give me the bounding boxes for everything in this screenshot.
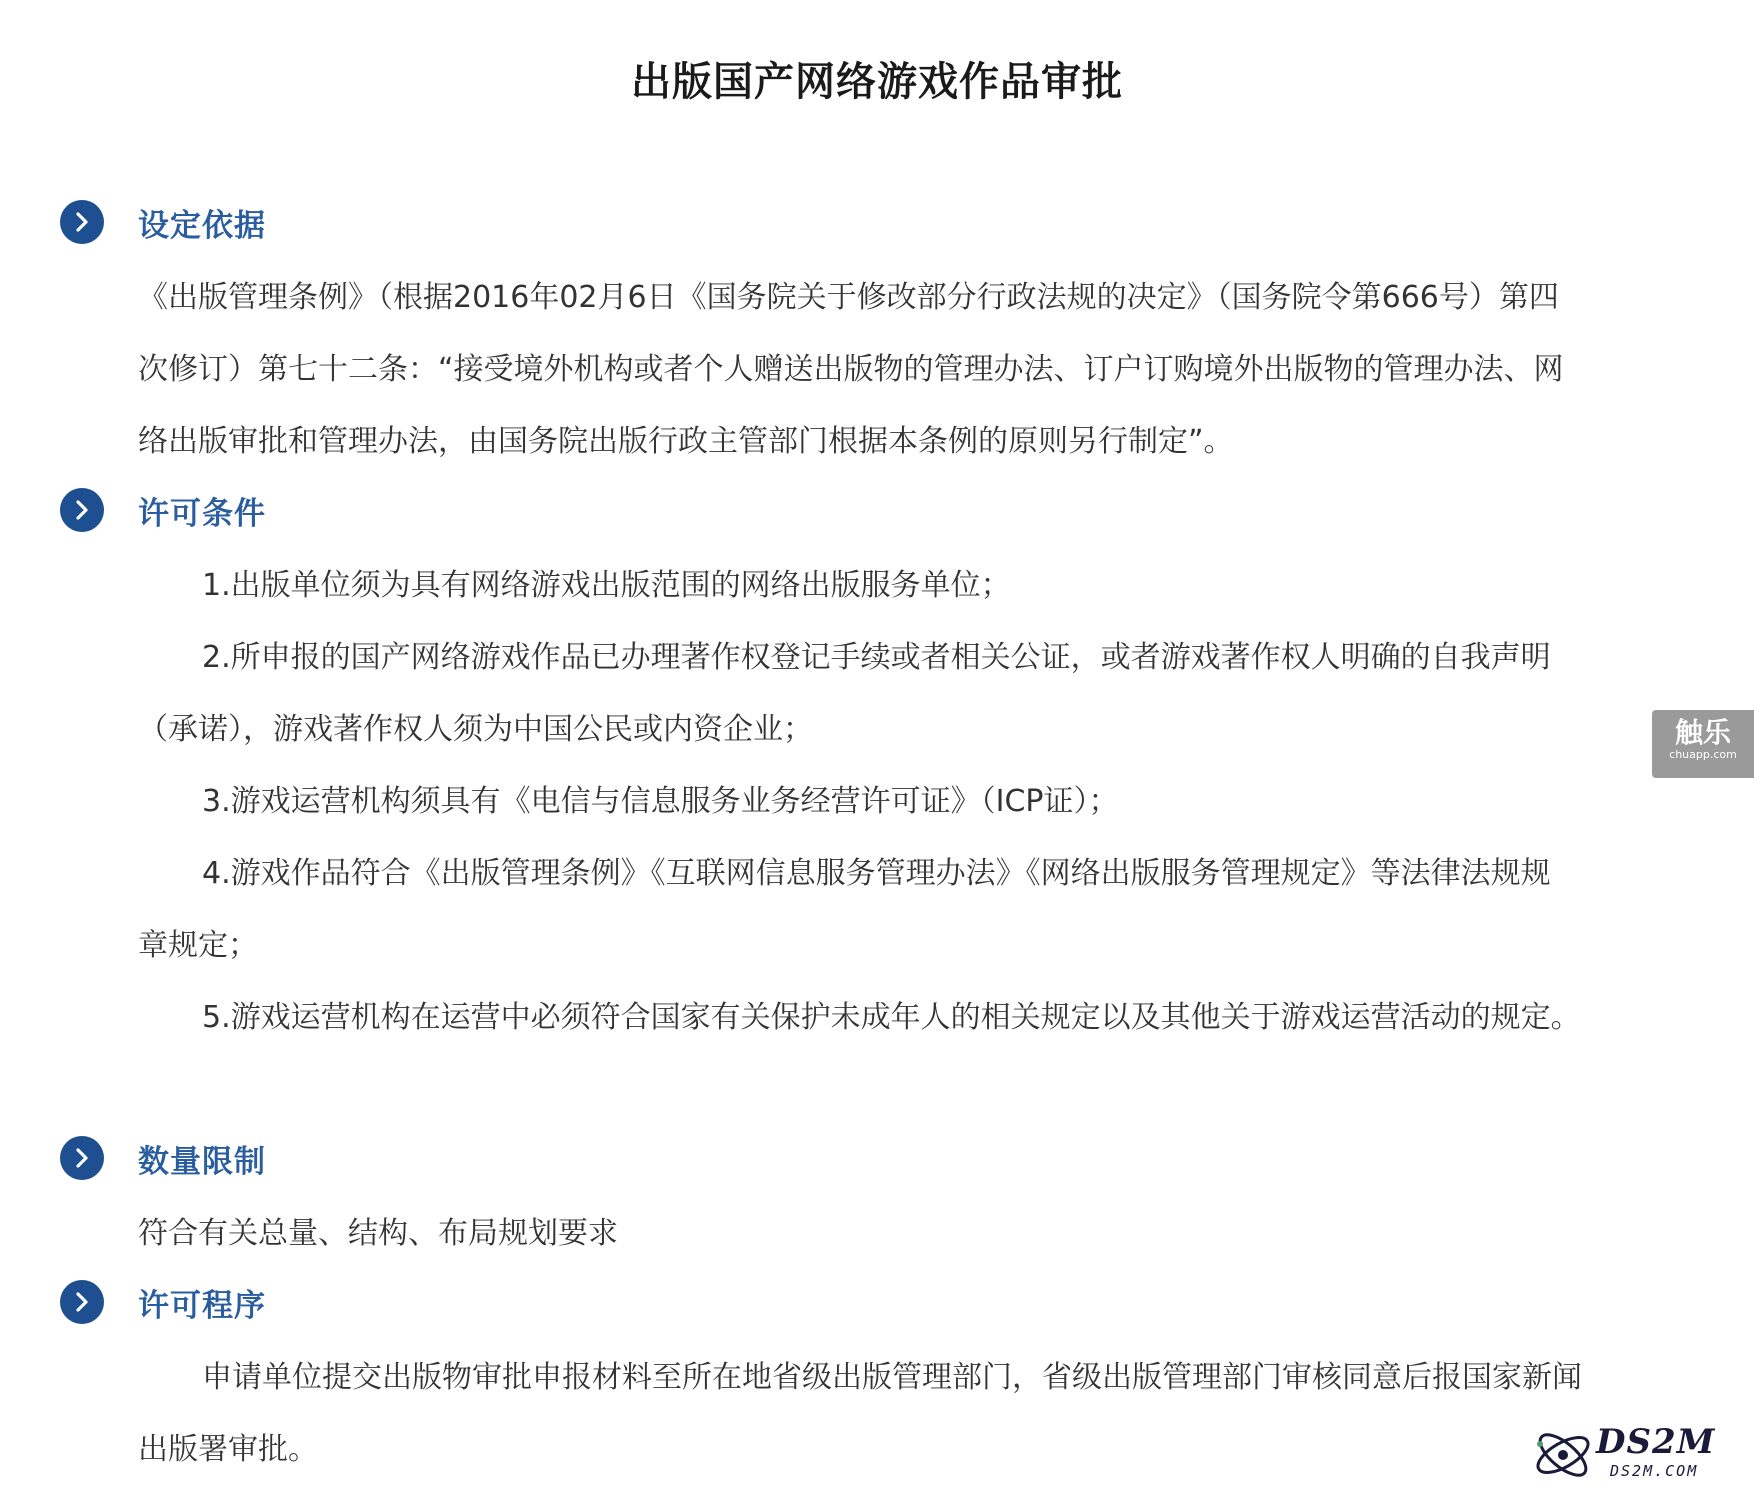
- page-title: 出版国产网络游戏作品审批: [631, 59, 1123, 105]
- section-heading-procedure: [60, 1278, 266, 1326]
- procedure-line-1: 申请单位提交出版物审批申报材料至所在地省级出版管理部门，省级出版管理部门审核同意后报国家新闻: [202, 1360, 1582, 1395]
- quantity-text: 符合有关总量、结构、布局规划要求: [138, 1216, 618, 1251]
- ds2m-watermark: [1530, 1422, 1745, 1482]
- section-title-quantity: 数量限制: [138, 1143, 266, 1180]
- chuapp-watermark: [1652, 710, 1754, 778]
- condition-item-1: 1.出版单位须为具有网络游戏出版范围的网络出版服务单位；: [202, 568, 1011, 603]
- procedure-line-2: 出版署审批。: [138, 1432, 318, 1467]
- chevron-right-icon: [60, 488, 104, 532]
- basis-line-1: 《出版管理条例》（根据2016年02月6日《国务院关于修改部分行政法规的决定》（国务院令第666号）第四: [138, 280, 1559, 315]
- condition-item-2-cont: （承诺），游戏著作权人须为中国公民或内资企业；: [138, 712, 813, 747]
- chuapp-watermark-domain: chuapp.com: [1669, 748, 1737, 761]
- condition-item-2: 2.所申报的国产网络游戏作品已办理著作权登记手续或者相关公证，或者游戏著作权人明确的自我声明: [202, 640, 1551, 675]
- chuapp-watermark-title: 触乐: [1674, 716, 1731, 749]
- condition-item-4-cont: 章规定；: [138, 928, 258, 963]
- section-heading-quantity: [60, 1134, 266, 1182]
- condition-item-3: 3.游戏运营机构须具有《电信与信息服务业务经营许可证》（ICP证）；: [202, 784, 1119, 819]
- section-title-conditions: 许可条件: [138, 495, 266, 532]
- chevron-right-icon: [60, 200, 104, 244]
- basis-line-2: 次修订）第七十二条：“接受境外机构或者个人赠送出版物的管理办法、订户订购境外出版物的管理办法、网: [138, 352, 1564, 387]
- ds2m-watermark-title: DS2M: [1596, 1422, 1716, 1462]
- section-title-procedure: 许可程序: [138, 1287, 266, 1324]
- ds2m-watermark-domain: DS2M.COM: [1610, 1462, 1699, 1480]
- chevron-right-icon: [60, 1280, 104, 1324]
- condition-item-4: 4.游戏作品符合《出版管理条例》《互联网信息服务管理办法》《网络出版服务管理规定》等法律法规规: [202, 856, 1551, 891]
- basis-line-3: 络出版审批和管理办法，由国务院出版行政主管部门根据本条例的原则另行制定”。: [138, 424, 1234, 459]
- section-heading-conditions: [60, 486, 266, 534]
- condition-item-5: 5.游戏运营机构在运营中必须符合国家有关保护未成年人的相关规定以及其他关于游戏运营活动的规定。: [202, 1000, 1581, 1035]
- chevron-right-icon: [60, 1136, 104, 1180]
- atom-logo-icon: [1530, 1422, 1596, 1488]
- section-title-basis: 设定依据: [138, 207, 266, 244]
- section-heading-basis: [60, 198, 266, 246]
